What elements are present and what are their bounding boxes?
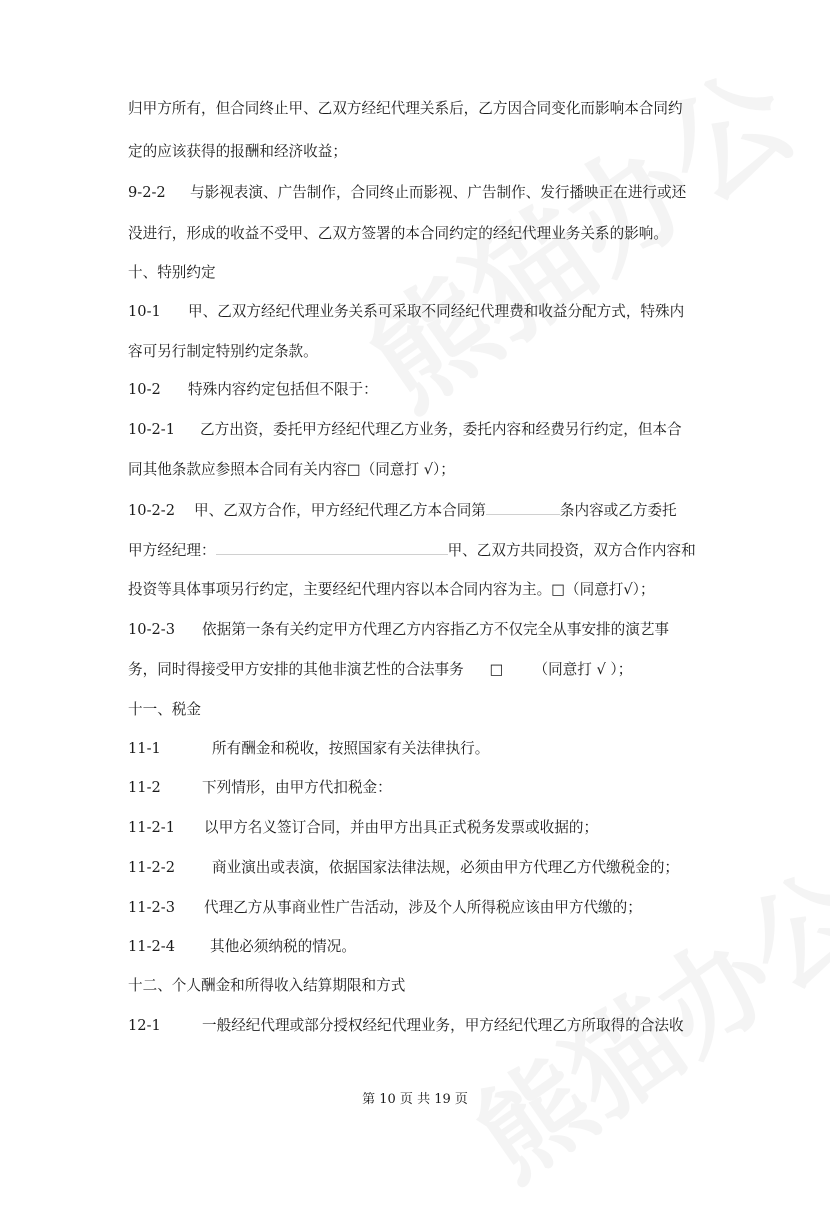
clause-line (128, 778, 392, 798)
paragraph-line: 务，同时得接受甲方安排的其他非演艺性的合法事务 □ （同意打 √ ）； (128, 661, 633, 678)
clause-line (128, 380, 378, 400)
clause-text: 以甲方名义签订合同，并由甲方出具正式税务发票或收据的； (204, 819, 599, 836)
clause-text: 代理乙方从事商业性广告活动，涉及个人所得税应该由甲方代缴的； (204, 899, 642, 916)
clause-number: 11-2-3 (128, 899, 176, 916)
page-footer: 第 10 页 共 19 页 (362, 1092, 468, 1107)
clause-text: 其他必须纳税的情况。 (210, 938, 356, 955)
clause-text: 甲、乙双方合作，甲方经纪代理乙方本合同第 (194, 502, 486, 519)
clause-number: 11-2 (128, 779, 161, 796)
paragraph-line: 没进行，形成的收益不受甲、乙双方签署的本合同约定的经纪代理业务关系的影响。 (128, 225, 668, 242)
clause-text: 甲、乙双方经纪代理业务关系可采取不同经纪代理费和收益分配方式，特殊内 (188, 303, 685, 320)
fill-in-blank[interactable] (486, 500, 560, 515)
paragraph-line: 归甲方所有，但合同终止甲、乙双方经纪代理关系后，乙方因合同变化而影响本合同约 (128, 100, 683, 117)
clause-line (128, 420, 682, 440)
clause-line (128, 1016, 684, 1036)
clause-line (128, 898, 642, 918)
clause-line (128, 858, 679, 878)
section-heading: 十二、个人酬金和所得收入结算期限和方式 (128, 977, 406, 994)
clause-text: 依据第一条有关约定甲方代理乙方内容指乙方不仅完全从事安排的演艺事 (202, 621, 670, 638)
clause-number: 10-2-2 (128, 502, 176, 519)
clause-text: 乙方出资，委托甲方经纪代理乙方业务，委托内容和经费另行约定，但本合 (200, 421, 682, 438)
clause-line (128, 739, 489, 759)
clause-text: 一般经纪代理或部分授权经纪代理业务，甲方经纪代理乙方所取得的合法收 (202, 1017, 684, 1034)
paragraph-line: 投资等具体事项另行约定，主要经纪代理内容以本合同内容为主。□（同意打√）； (128, 581, 655, 598)
clause-number: 10-2-3 (128, 621, 176, 638)
clause-text: 所有酬金和税收，按照国家有关法律执行。 (212, 740, 490, 757)
clause-text: 商业演出或表演，依据国家法律法规，必须由甲方代理乙方代缴税金的； (212, 859, 680, 876)
clause-line (128, 818, 598, 838)
clause-text: 下列情形，由甲方代扣税金： (202, 779, 392, 796)
paragraph-line: 同其他条款应参照本合同有关内容□（同意打 √）； (128, 461, 455, 478)
paragraph-line: 定的应该获得的报酬和经济收益； (128, 143, 347, 160)
section-heading: 十一、税金 (128, 701, 201, 718)
clause-number: 11-1 (128, 740, 161, 757)
clause-line (128, 500, 677, 521)
fill-in-blank[interactable] (216, 540, 448, 555)
clause-number: 11-2-1 (128, 819, 176, 836)
clause-text: 与影视表演、广告制作，合同终止而影视、广告制作、发行播映正在进行或还 (190, 184, 687, 201)
clause-number: 10-2-1 (128, 421, 176, 438)
clause-line (128, 937, 356, 957)
clause-number: 11-2-4 (128, 938, 176, 955)
paragraph-line: 甲方经纪理： 甲、乙双方共同投资，双方合作内容和 (128, 542, 696, 559)
clause-text: 条内容或乙方委托 (559, 502, 677, 519)
clause-line (128, 302, 684, 322)
checkbox[interactable]: □ (489, 661, 504, 678)
clause-text: 特殊内容约定包括但不限于： (188, 381, 378, 398)
section-heading: 十、特别约定 (128, 264, 216, 281)
clause-number: 10-2 (128, 381, 161, 398)
clause-number: 11-2-2 (128, 859, 176, 876)
clause-line (128, 183, 686, 203)
clause-number: 10-1 (128, 303, 161, 320)
clause-line (128, 620, 669, 640)
clause-number: 9-2-2 (128, 184, 166, 201)
paragraph-line: 容可另行制定特别约定条款。 (128, 343, 318, 360)
clause-number: 12-1 (128, 1017, 161, 1034)
